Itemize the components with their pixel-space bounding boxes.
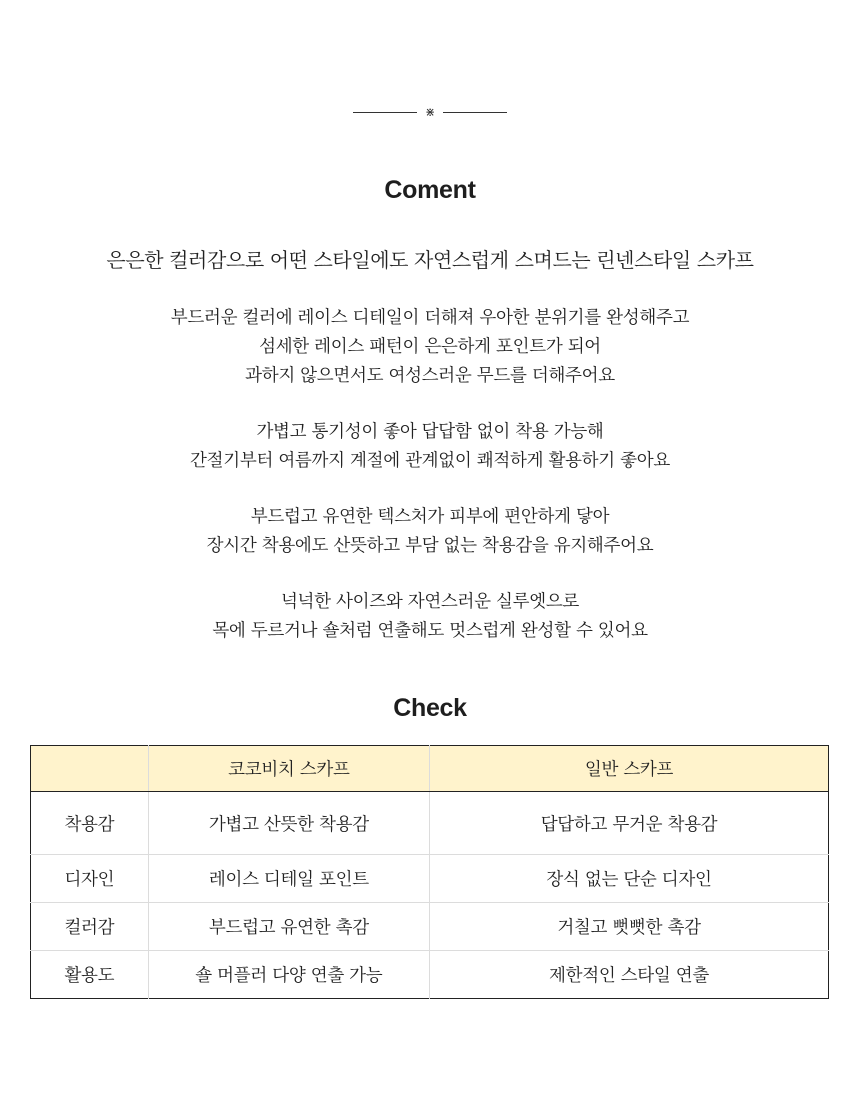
divider-line-right (443, 112, 507, 113)
table-row (31, 951, 829, 999)
product-cell: 가볍고 산뜻한 착용감 (148, 792, 429, 855)
check-title: Check (393, 694, 467, 722)
divider-line-left (353, 112, 417, 113)
paragraph-line: 목에 두르거나 숄처럼 연출해도 멋스럽게 완성할 수 있어요 (212, 621, 648, 641)
general-cell: 거칠고 뻣뻣한 촉감 (430, 903, 829, 951)
coment-paragraph (0, 418, 860, 476)
row-label: 활용도 (31, 951, 149, 999)
coment-paragraph (0, 304, 860, 391)
paragraph-line: 간절기부터 여름까지 계절에 관계없이 쾌적하게 활용하기 좋아요 (190, 451, 670, 471)
paragraph-line: 넉넉한 사이즈와 자연스러운 실루엣으로 (280, 592, 580, 612)
table-header-row (31, 746, 829, 792)
product-cell: 숄 머플러 다양 연출 가능 (148, 951, 429, 999)
product-cell: 레이스 디테일 포인트 (148, 855, 429, 903)
coment-paragraph (0, 588, 860, 646)
general-cell: 장식 없는 단순 디자인 (430, 855, 829, 903)
header-cell-product: 코코비치 스카프 (148, 746, 429, 792)
table-row (31, 903, 829, 951)
coment-paragraph (0, 503, 860, 561)
comparison-table (30, 745, 829, 999)
coment-headline: 은은한 컬러감으로 어떤 스타일에도 자연스럽게 스며드는 린넨스타일 스카프 (106, 248, 754, 272)
row-label: 컬러감 (31, 903, 149, 951)
header-cell-general: 일반 스카프 (430, 746, 829, 792)
row-label: 착용감 (64, 814, 115, 835)
header-cell-empty (31, 746, 149, 792)
general-cell: 답답하고 무거운 착용감 (430, 792, 829, 855)
paragraph-line: 과하지 않으면서도 여성스러운 무드를 더해주어요 (245, 366, 615, 386)
section-divider (353, 103, 507, 121)
paragraph-line: 장시간 착용에도 산뜻하고 부담 없는 착용감을 유지해주어요 (206, 536, 654, 556)
paragraph-line: 부드럽고 유연한 텍스처가 피부에 편안하게 닿아 (250, 507, 610, 527)
paragraph-line: 부드러운 컬러에 레이스 디테일이 더해져 우아한 분위기를 완성해주고 (170, 308, 690, 328)
table-row (31, 792, 829, 855)
table-row (31, 855, 829, 903)
paragraph-line: 가볍고 통기성이 좋아 답답함 없이 착용 가능해 (256, 422, 604, 442)
paragraph-line: 섬세한 레이스 패턴이 은은하게 포인트가 되어 (259, 337, 601, 357)
general-cell: 제한적인 스타일 연출 (430, 951, 829, 999)
row-label: 디자인 (31, 855, 149, 903)
ornament-icon: ⋇ (424, 105, 436, 119)
coment-title: Coment (384, 176, 476, 204)
product-cell: 부드럽고 유연한 촉감 (148, 903, 429, 951)
